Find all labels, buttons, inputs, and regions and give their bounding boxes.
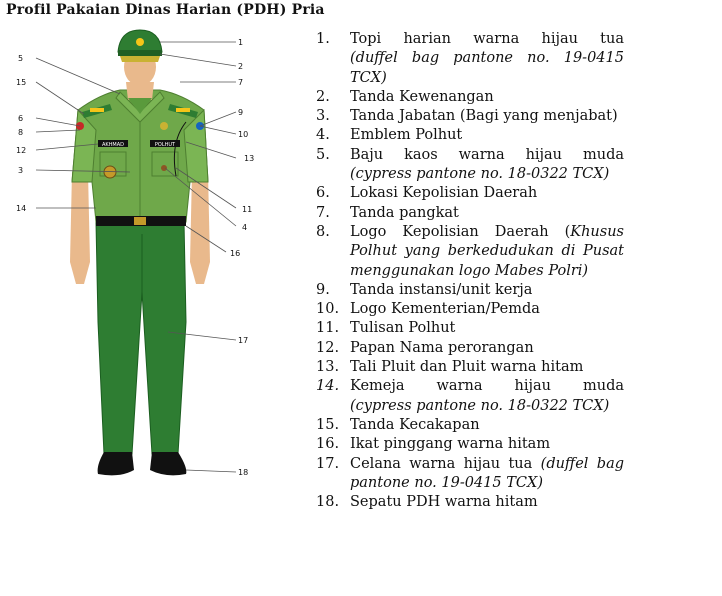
list-item: [316, 126, 624, 145]
callout-17: 17: [238, 336, 249, 345]
list-item-text: Logo Kementerian/Pemda: [350, 301, 540, 318]
list-item-text: Sepatu PDH warna hitam: [350, 494, 538, 511]
list-item: [316, 30, 624, 88]
list-item-number: 16.: [316, 436, 340, 453]
list-item-text: Tanda Jabatan (Bagi yang menjabat): [350, 108, 618, 125]
callout-15: 15: [16, 78, 27, 87]
list-item-number: 5.: [316, 146, 330, 163]
callout-14: 14: [16, 204, 27, 213]
list-item: [316, 146, 624, 185]
list-item-italic: Khusus Polhut yang berkedudukan di Pusat menggunakan logo Mabes Polri): [350, 223, 624, 279]
page-title: Profil Pakaian Dinas Harian (PDH) Pria: [6, 2, 325, 18]
list-item-number: 1.: [316, 31, 330, 47]
list-item-text: Ikat pinggang warna hitam: [350, 436, 551, 453]
badge-name-text: AKHMAD: [101, 142, 125, 148]
list-item-italic: (cypress pantone no. 18-0322 TCX): [350, 397, 610, 414]
callout-4: 4: [242, 223, 248, 232]
trousers: [96, 222, 186, 454]
list-item: [316, 223, 624, 281]
list-item-number: 8.: [316, 223, 330, 240]
list-item-number: 15.: [316, 416, 340, 433]
callout-10: 10: [238, 130, 249, 139]
list-item-number: 18.: [316, 494, 340, 511]
list-item-text: Emblem Polhut: [350, 127, 463, 144]
uniform-figure-svg: [0, 22, 300, 596]
list-item-text: Tanda Kecakapan: [350, 416, 480, 433]
list-item-italic: (cypress pantone no. 18-0322 TCX): [350, 166, 610, 183]
callout-16: 16: [230, 249, 241, 258]
callout-6: 6: [18, 114, 24, 123]
list-item-text: Logo Kepolisian Daerah (: [350, 223, 571, 240]
list-item-text: Tali Pluit dan Pluit warna hitam: [350, 359, 584, 376]
list-item-number: 9.: [316, 281, 330, 298]
list-item-number: 13.: [316, 359, 340, 376]
list-item-text: Tanda instansi/unit kerja: [350, 281, 533, 298]
badge-polhut-text: POLHUT: [154, 142, 176, 148]
list-item-text: Tanda pangkat: [350, 204, 459, 221]
list-item-number: 14.: [316, 378, 340, 395]
callout-11: 11: [242, 205, 253, 214]
list-item-text: Tulisan Polhut: [350, 320, 456, 337]
list-item: [316, 416, 624, 435]
list-item-italic: (duffel bag pantone no. 19-0415 TCX): [350, 50, 624, 86]
callout-13: 13: [244, 154, 255, 163]
list-item-number: 12.: [316, 339, 340, 356]
left-shoe: [98, 452, 134, 475]
uniform-illustration: [0, 22, 300, 596]
callout-8: 8: [18, 128, 24, 137]
list-item-number: 11.: [316, 320, 340, 337]
callout-18: 18: [238, 468, 249, 477]
list-item: [316, 493, 624, 512]
list-item-number: 2.: [316, 88, 330, 105]
callout-1: 1: [238, 38, 244, 47]
callout-12: 12: [16, 146, 27, 155]
list-item: [316, 435, 624, 454]
list-item-text: Topi harian warna hijau tua: [350, 31, 624, 47]
list-item-number: 7.: [316, 204, 330, 221]
list-item: [316, 107, 624, 126]
list-item-text: Tanda Kewenangan: [350, 88, 494, 105]
right-shoe: [150, 452, 186, 475]
uniform-parts-list: [316, 30, 624, 512]
list-item-text: Baju kaos warna hijau muda: [350, 146, 624, 163]
list-item-text: Papan Nama perorangan: [350, 339, 534, 356]
list-item: [316, 358, 624, 377]
list-item: [316, 204, 624, 223]
list-item: [316, 184, 624, 203]
list-item: [316, 300, 624, 319]
left-arm: [70, 172, 90, 284]
list-item-text: Lokasi Kepolisian Daerah: [350, 185, 538, 202]
list-item-number: 6.: [316, 185, 330, 202]
list-item: [316, 319, 624, 338]
list-item-text: Celana warna hijau tua: [350, 455, 533, 472]
list-item-number: 3.: [316, 108, 330, 125]
list-item-text: Kemeja warna hijau muda: [350, 378, 624, 395]
list-item-italic: (duffel bag pantone no. 19-0415 TCX): [350, 455, 624, 491]
list-item-number: 10.: [316, 301, 340, 318]
list-item: [316, 281, 624, 300]
list-item-number: 4.: [316, 127, 330, 144]
list-item: [316, 339, 624, 358]
list-item: [316, 377, 624, 416]
callout-9: 9: [238, 108, 244, 117]
callout-5: 5: [18, 54, 24, 63]
list-item: [316, 455, 624, 494]
callout-2: 2: [238, 62, 244, 71]
callout-3: 3: [18, 166, 24, 175]
list-item-number: 17.: [316, 455, 340, 472]
list-item: [316, 88, 624, 107]
callout-7: 7: [238, 78, 244, 87]
